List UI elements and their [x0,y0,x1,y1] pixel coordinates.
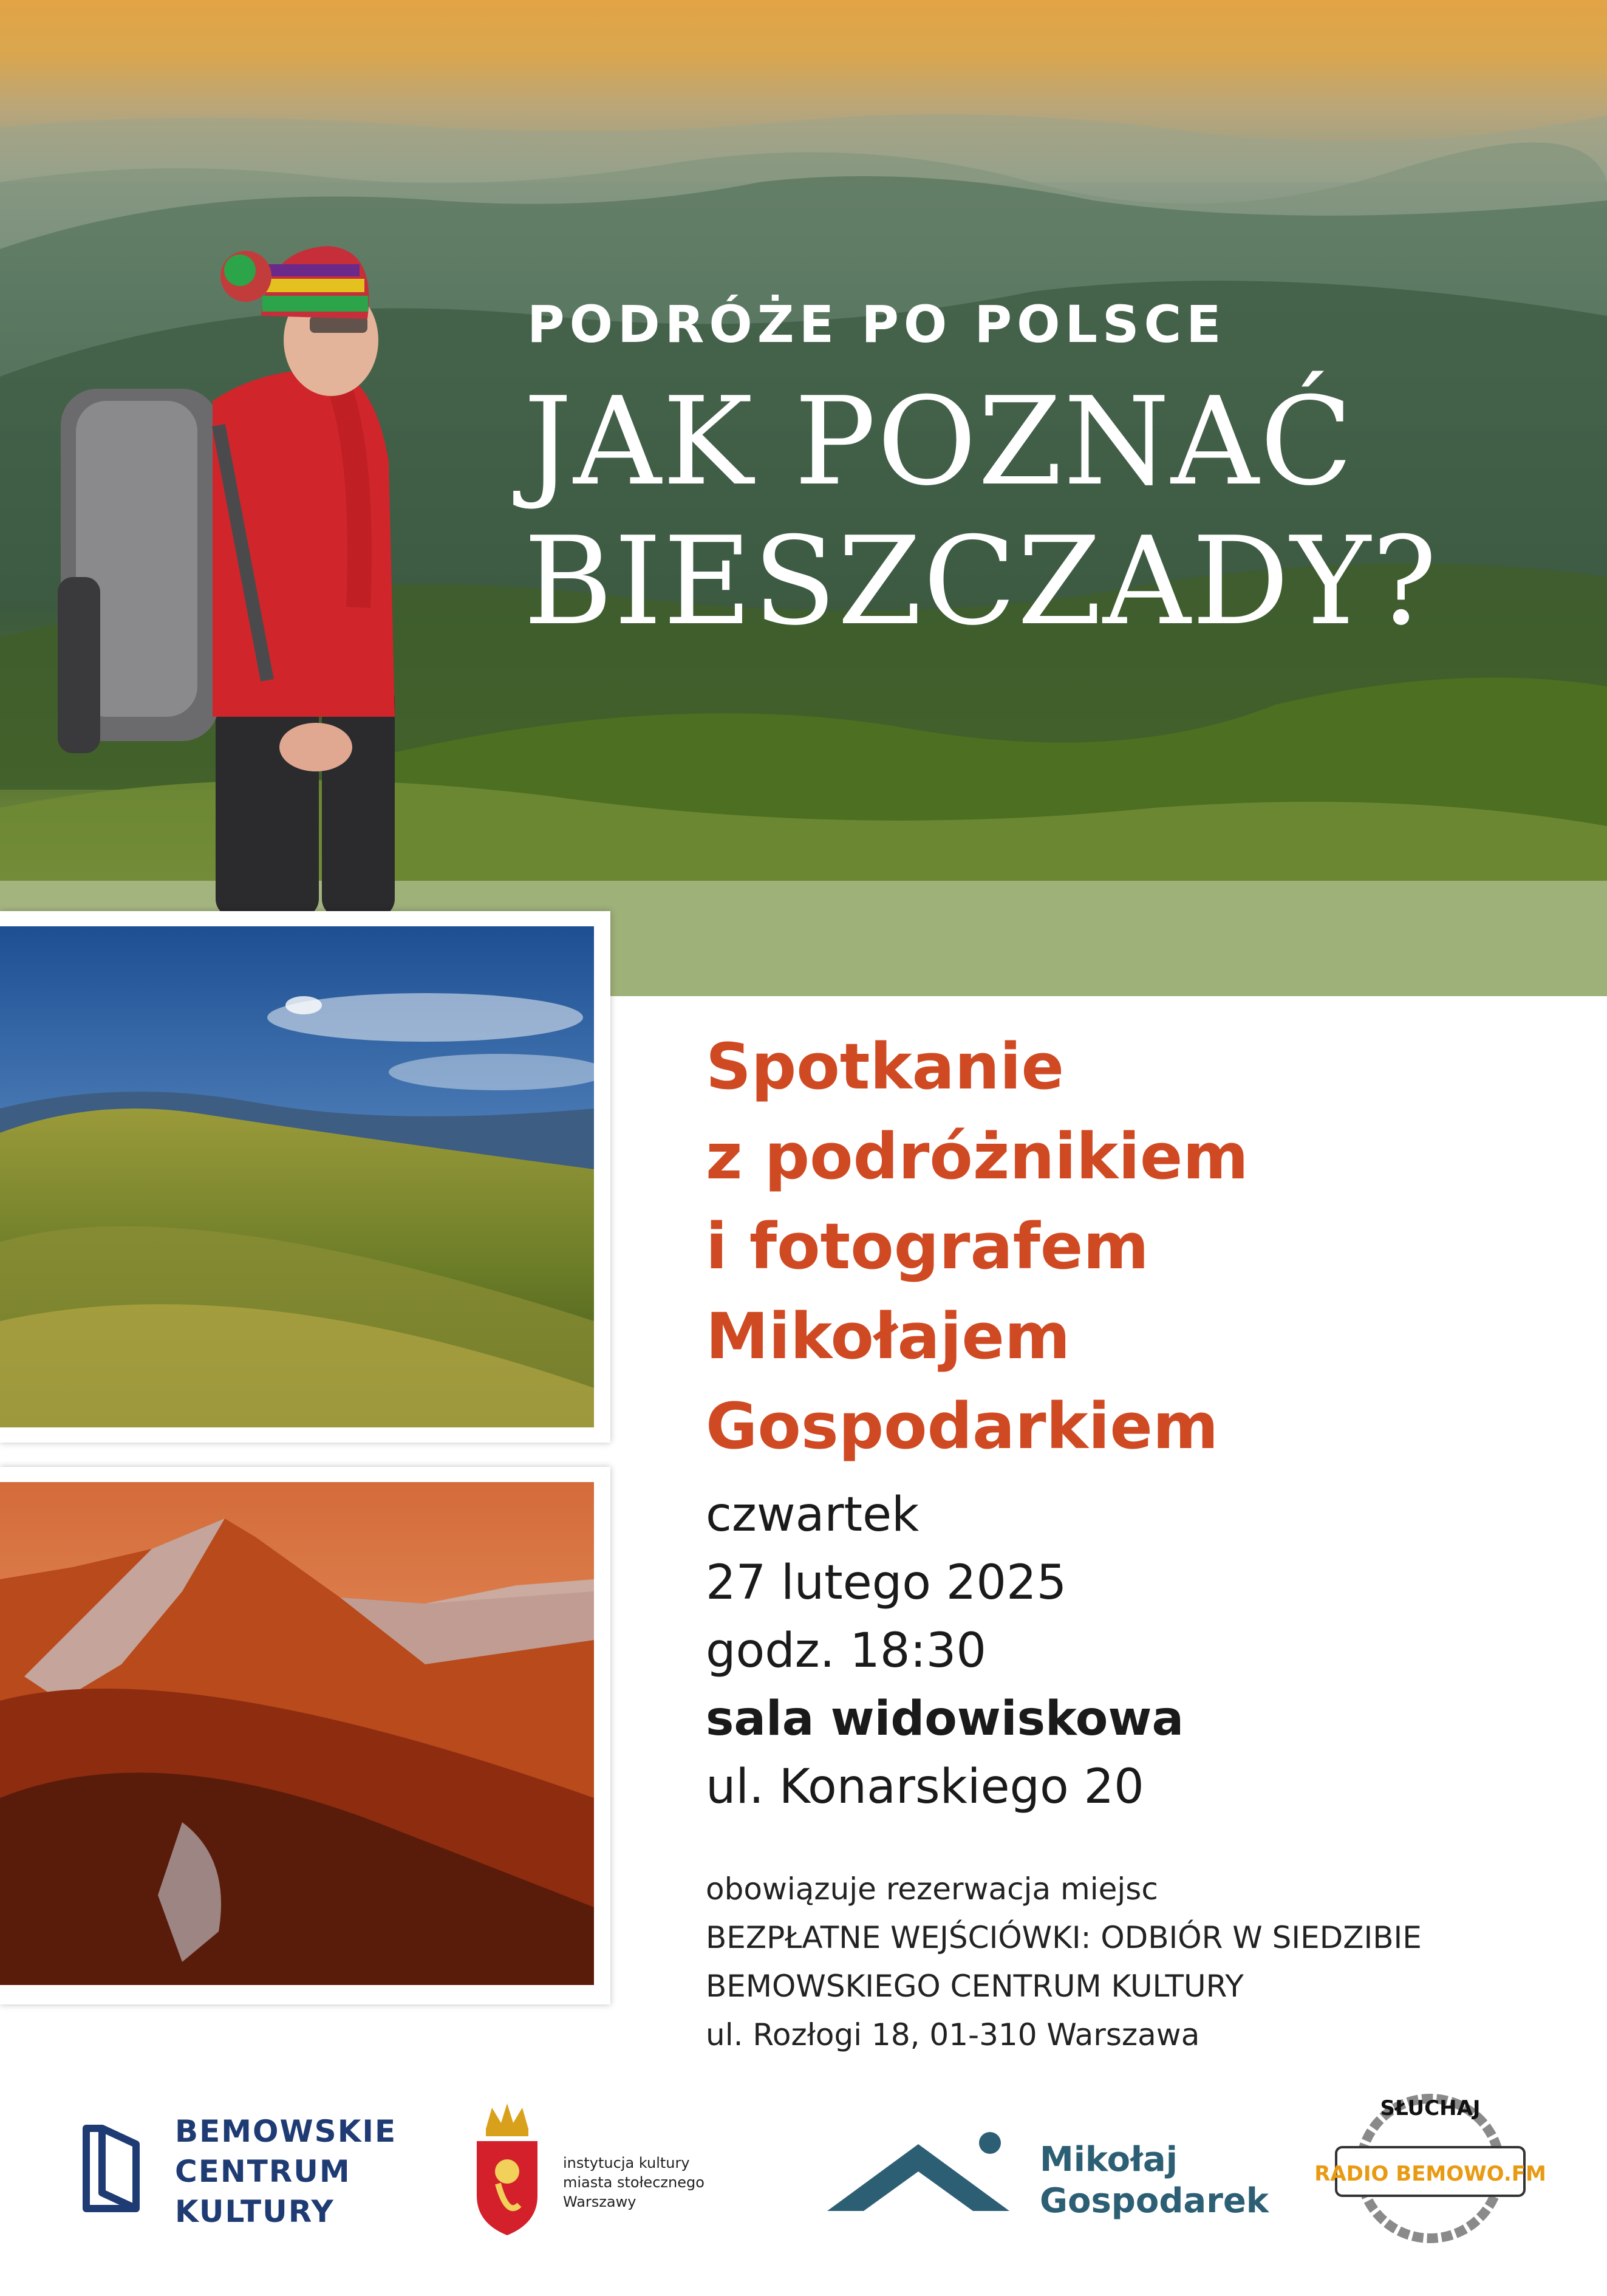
warsaw-coat-of-arms-icon [468,2099,547,2238]
bck-logo-line: KULTURY [175,2194,335,2229]
event-title-line: Spotkanie [706,1030,1065,1104]
notes-line: obowiązuje rezerwacja miejsc [706,1871,1158,1907]
warsaw-logo-line: Warszawy [563,2193,636,2210]
warsaw-logo-text [563,2153,705,2212]
event-title-line: Gospodarkiem [706,1389,1219,1463]
mikolaj-gospodarek-logo-text [1040,2139,1269,2222]
event-title-line: Mikołajem [706,1299,1071,1373]
warsaw-logo-line: instytucja kultury [563,2154,690,2171]
poster-title-line1: JAK POZNAĆ [524,371,1354,513]
event-address: ul. Konarskiego 20 [706,1760,1144,1814]
mountain-logo-icon [827,2126,1022,2217]
event-time: godz. 18:30 [706,1624,987,1678]
poster-title-line2: BIESZCZADY? [524,511,1438,652]
notes-line: ul. Rozłogi 18, 01-310 Warszawa [706,2017,1200,2052]
bck-logo-line: CENTRUM [175,2154,351,2189]
notes-line: BEMOWSKIEGO CENTRUM KULTURY [706,1969,1244,2004]
event-venue: sala widowiskowa [706,1692,1184,1746]
reservation-notes [706,1865,1422,2059]
bck-logo-line: BEMOWSKIE [175,2114,397,2149]
event-series-subtitle: PODRÓŻE PO POLSCE [527,295,1226,354]
event-title [706,1022,1556,1471]
bck-logo-text [175,2111,397,2232]
radio-bemowo-logo [1314,2083,1546,2247]
event-details [706,1481,1184,1821]
mg-logo-line: Gospodarek [1040,2181,1269,2221]
mg-logo-line: Mikołaj [1040,2140,1178,2179]
warsaw-logo-line: miasta stołecznego [563,2174,705,2191]
event-day: czwartek [706,1488,920,1542]
autumn-mountain-photo [0,1482,594,1985]
event-date: 27 lutego 2025 [706,1556,1067,1610]
event-title-line: i fotografem [706,1209,1149,1283]
bck-logo-icon [78,2120,145,2217]
notes-line: BEZPŁATNE WEJŚCIÓWKI: ODBIÓR W SIEDZIBIE [706,1920,1422,1955]
grassy-ridge-photo [0,926,594,1427]
event-title-line: z podróżnikiem [706,1119,1249,1194]
radio-name-label: RADIO BEMOWO.FM [1314,2162,1546,2186]
radio-top-label: SŁUCHAJ [1380,2096,1481,2120]
